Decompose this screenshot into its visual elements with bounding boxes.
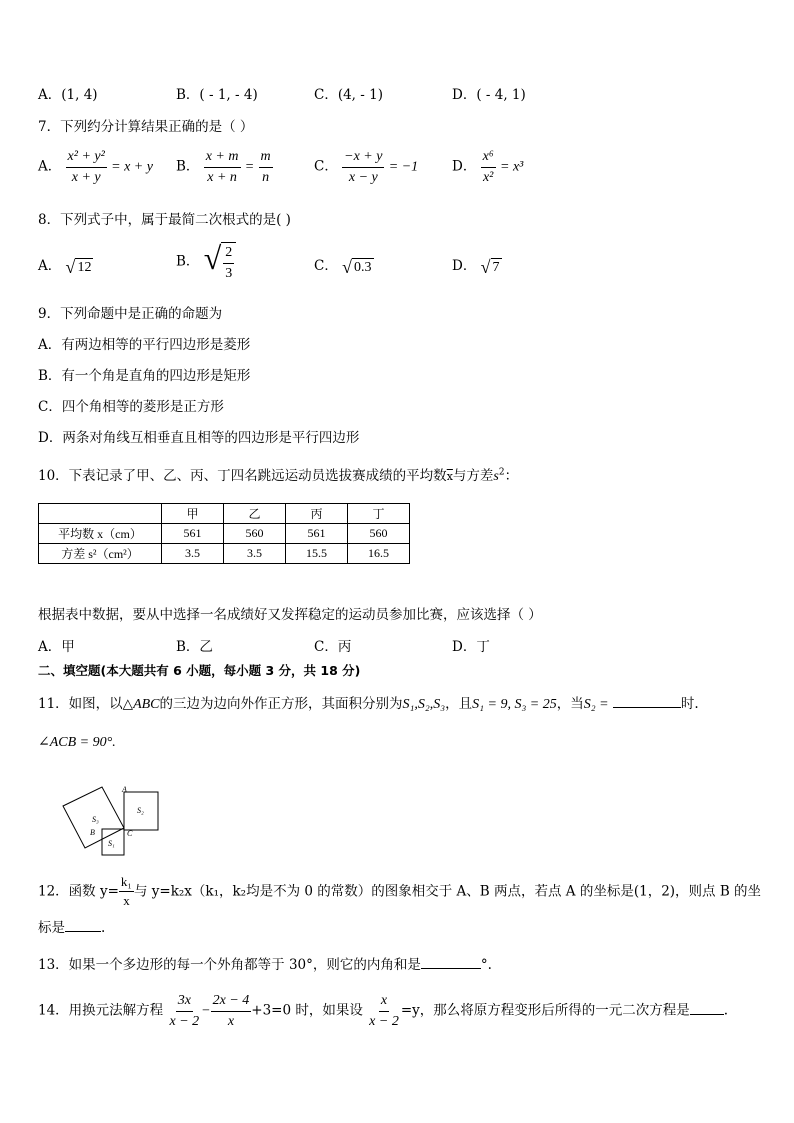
variance-symbol: s [493,469,499,484]
q11-text [38,692,699,713]
label-s1: S₁ [108,839,115,848]
stem-text: 与 y=k₂x（k₁，k₂均是不为 0 的常数）的图象相交于 A、B 两点，若点 A 的坐标是(1，2)，则点 B 的坐 [133,883,762,900]
stem-text: °. [480,957,492,973]
fraction: $\frac{-x + y}{x - y}$ [344,149,383,185]
stem-text: 11．如图，以△ [38,696,134,712]
table-cell: 平均数 x（cm） [39,524,162,544]
stem-text: 13．如果一个多边形的每一个外角都等于 30°，则它的内角和是 [38,957,421,973]
stem-text: 10．下表记录了甲、乙、丙、丁四名跳远运动员选拔赛成绩的平均数 [38,468,447,484]
answer-blank[interactable] [690,1014,724,1015]
area-symbols: S₁,S₂,S₃ [402,697,446,712]
q7-option-b [176,148,273,186]
label-s3: S₃ [92,815,99,824]
answer-blank[interactable] [613,707,681,708]
table-cell: 3.5 [162,544,224,564]
q9-option-c: C．四个角相等的菱形是正方形 [38,399,224,415]
q8-option-c [314,254,374,276]
stem-text: 12．函数 y= [38,883,119,900]
header-cell: 丙 [286,504,348,524]
section-heading: 二、填空题(本大题共有 6 小题，每小题 3 分，共 18 分) [38,663,361,678]
fraction: $\frac{\text{x² + y²}}{x + y}$ [67,149,105,185]
vertex-c: C [127,829,133,838]
stem-text: 14．用换元法解方程 [38,1002,164,1019]
stem-text: 的三边为边向外作正方形，其面积分别为 [159,696,403,712]
stem-text: . [723,1002,729,1019]
q6-option-c: C．(4, - 1) [314,87,383,103]
q10-option-a: A．甲 [38,639,75,655]
q7-option-a [38,148,153,186]
q9-option-a: A．有两边相等的平行四边形是菱形 [38,337,251,353]
header-cell: 甲 [162,504,224,524]
fraction: $\frac{2x - 4}{x}$ [212,993,250,1029]
q8-option-a [38,254,93,276]
rhs: = −1 [388,159,419,175]
q10-option-b: B．乙 [176,639,213,655]
equals: = [244,159,255,175]
unknown: S₂ = [583,697,609,712]
header-cell: 乙 [224,504,286,524]
option-label: D． [452,258,477,274]
q12-text [38,874,761,910]
stem-text: ，且 [445,696,473,712]
q13-text [38,953,492,973]
sqrt: √ 0.3 [342,256,372,277]
table-cell: 560 [224,524,286,544]
condition: S₁ = 9, S₃ = 25 [472,697,557,712]
q8-option-d [452,254,502,276]
sqrt: √ 7 [480,256,500,277]
rhs: = x + y [111,159,153,175]
q12-text-line2 [38,916,105,936]
option-label: A． [38,258,62,274]
table-cell: 方差 s²（cm²） [39,544,162,564]
table-header-row [39,504,410,524]
q7-stem: 7．下列约分计算结果正确的是（ ） [38,119,254,135]
q8-stem: 8．下列式子中，属于最简二次根式的是( ) [38,212,291,228]
table-cell: 560 [348,524,410,544]
mean-symbol: $\overline{x}$ [446,470,453,483]
answer-blank[interactable] [421,968,481,969]
minus: − [201,1003,211,1019]
option-label: D． [452,158,477,175]
stem-text: ，当 [556,696,584,712]
option-label: A． [38,158,62,175]
rhs: = x³ [500,159,524,175]
q7-option-c [314,148,418,186]
q6-option-d: D．( - 4, 1) [452,87,526,103]
table-row [39,524,410,544]
q9-stem: 9．下列命题中是正确的命题为 [38,306,223,322]
q8-option-b [176,242,236,282]
table-cell: 16.5 [348,544,410,564]
table-cell: 3.5 [224,544,286,564]
vertex-b: B [90,828,95,837]
q10-option-d: D．丁 [452,639,490,655]
q9-option-d: D．两条对角线互相垂直且相等的四边形是平行四边形 [38,430,360,446]
table-cell: 15.5 [286,544,348,564]
fraction: $\frac{\text{x⁶}}{\text{x²}}$ [482,149,494,185]
fraction: $\frac{m}{n}$ [260,149,271,185]
squares-figure [40,780,170,860]
score-table [38,503,410,564]
stem-text: +3=0 时，如果设 [251,1002,363,1019]
q14-text [38,992,728,1030]
q10-prompt: 根据表中数据，要从中选择一名成绩好又发挥稳定的运动员参加比赛，应该选择（ ） [38,607,542,623]
q7-option-d [452,148,523,186]
variance-exponent: 2 [498,467,505,478]
sqrt: √ 12 [65,256,92,277]
q6-option-a: A．(1, 4) [38,87,98,103]
fraction: $\frac{x}{x - 2}$ [369,993,399,1029]
table-cell: 561 [162,524,224,544]
option-label: C． [314,258,338,274]
q11-angle-condition: ∠ACB = 90°. [38,735,116,750]
header-cell [39,504,162,524]
header-cell: 丁 [348,504,410,524]
q6-option-b: B．( - 1, - 4) [176,87,258,103]
fraction: $\frac{x + m}{x + n}$ [205,149,239,185]
option-label: B． [176,158,200,175]
stem-text: =y，那么将原方程变形后所得的一元二次方程是 [400,1002,690,1019]
stem-text: 与方差 [452,468,494,484]
q9-option-b: B．有一个角是直角的四边形是矩形 [38,368,251,384]
vertex-a: A [122,785,127,794]
table-row [39,544,410,564]
option-label: C． [314,158,338,175]
q10-option-c: C．丙 [314,639,352,655]
fraction: $\frac{3x}{x - 2}$ [169,993,200,1029]
stem-text: . [101,920,106,936]
sqrt: √ $\frac{2}{3}$ [204,242,237,282]
triangle-name: ABC [133,697,160,712]
table-cell: 561 [286,524,348,544]
answer-blank[interactable] [65,931,101,932]
stem-text: 时. [680,696,699,712]
stem-text: ： [504,468,519,484]
label-s2: S₂ [137,806,144,815]
fraction: $\frac{\text{k₁}}{x}$ [120,874,132,909]
q10-stem [38,464,518,485]
option-label: B． [176,253,200,270]
stem-text: 标是 [38,920,65,936]
